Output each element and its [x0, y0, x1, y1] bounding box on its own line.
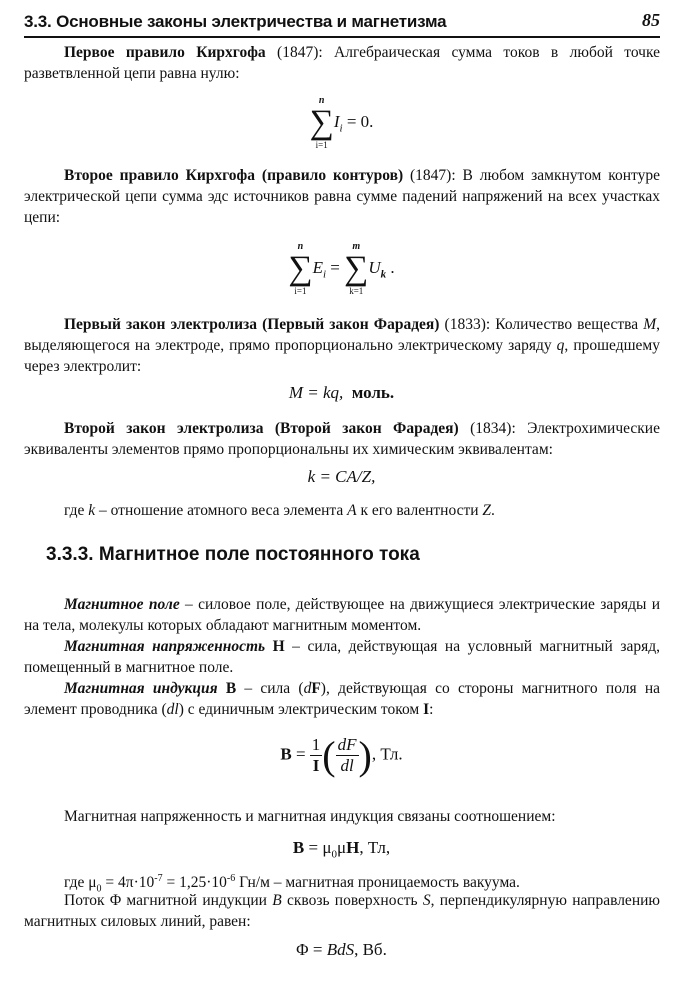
where-k-explanation: где k – отношение атомного веса элемента A к его валентности Z.: [64, 502, 495, 519]
sigma-symbol: ∑: [309, 104, 334, 141]
kirchhoff-first-rule: Первое правило Кирхгофа (1847): Алгебраическая сумма токов в любой точке разветвленной цепи равна нулю:: [24, 44, 660, 82]
formula-flux: Φ = BdS, Вб.: [296, 940, 387, 959]
running-header: [24, 10, 660, 38]
formula-faraday-1: M = kq, моль.: [288, 383, 395, 402]
definition-magnetic-field: Магнитное поле – силовое поле, действующее на движущиеся электрические заряды и на тела, молекулы которых обладают магнитным моментом.: [24, 596, 660, 634]
magnetic-flux-sentence: Поток Φ магнитной индукции B сквозь поверхность S, перпендикулярную направлению магнитных силовых линий, равен:: [24, 892, 660, 930]
formula-faraday-2: k = CA/Z,: [307, 467, 376, 486]
definition-magnetic-induction: Магнитная индукция B – сила (dF), действующая со стороны магнитного поля на элемент проводника (dl) с единичным электрическим током I:: [24, 680, 661, 718]
page-number: 85: [642, 10, 660, 30]
chapter-title: 3.3. Основные законы электричества и магнетизма: [24, 12, 447, 31]
formula-b-mu-h: $B = \mu_0\mu H$, Тл,: [292, 838, 391, 861]
formula-induction: B = $\frac{1}{I}$ ( $\frac{dF}{dl}$ ), Тл.: [280, 733, 403, 778]
section-heading: 3.3.3. Магнитное поле постоянного тока: [46, 544, 420, 565]
faraday-second-law: Второй закон электролиза (Второй закон Фарадея) (1834): Электрохимические эквиваленты элементов прямо пропорциональны их химическим эквивалентам:: [24, 420, 660, 458]
kirchhoff-second-rule: Второе правило Кирхгофа (правило контуров) (1847): В любом замкнутом контуре электрической цепи сумма эдс источников равна сумме падений напряжений на всех участках цепи:: [24, 167, 660, 226]
formula-kirchhoff-2: n ∑ i=1 $E_i$ = m ∑ k=1 $U_k$ .: [288, 241, 395, 296]
faraday-first-law: Первый закон электролиза (Первый закон Фарадея) (1833): Количество вещества M, выделяющегося на электроде, прямо пропорционально электрическому заряду q, прошедшему через электролит:: [24, 316, 660, 375]
definition-magnetic-strength: Магнитная напряженность H – сила, действующая на условный магнитный заряд, помещенный в магнитное поле.: [24, 638, 660, 676]
vacuum-permeability-line: где $\mu_0 = 4\pi\cdot 10^{-7} = 1,25\cdot 10^{-6}$ Гн/м – магнитная проницаемость вакуума.: [64, 873, 520, 895]
relation-sentence: Магнитная напряженность и магнитная индукция связаны соотношением:: [64, 808, 556, 825]
formula-kirchhoff-1: n ∑ i=1 $I_i = 0$.: [309, 95, 374, 150]
